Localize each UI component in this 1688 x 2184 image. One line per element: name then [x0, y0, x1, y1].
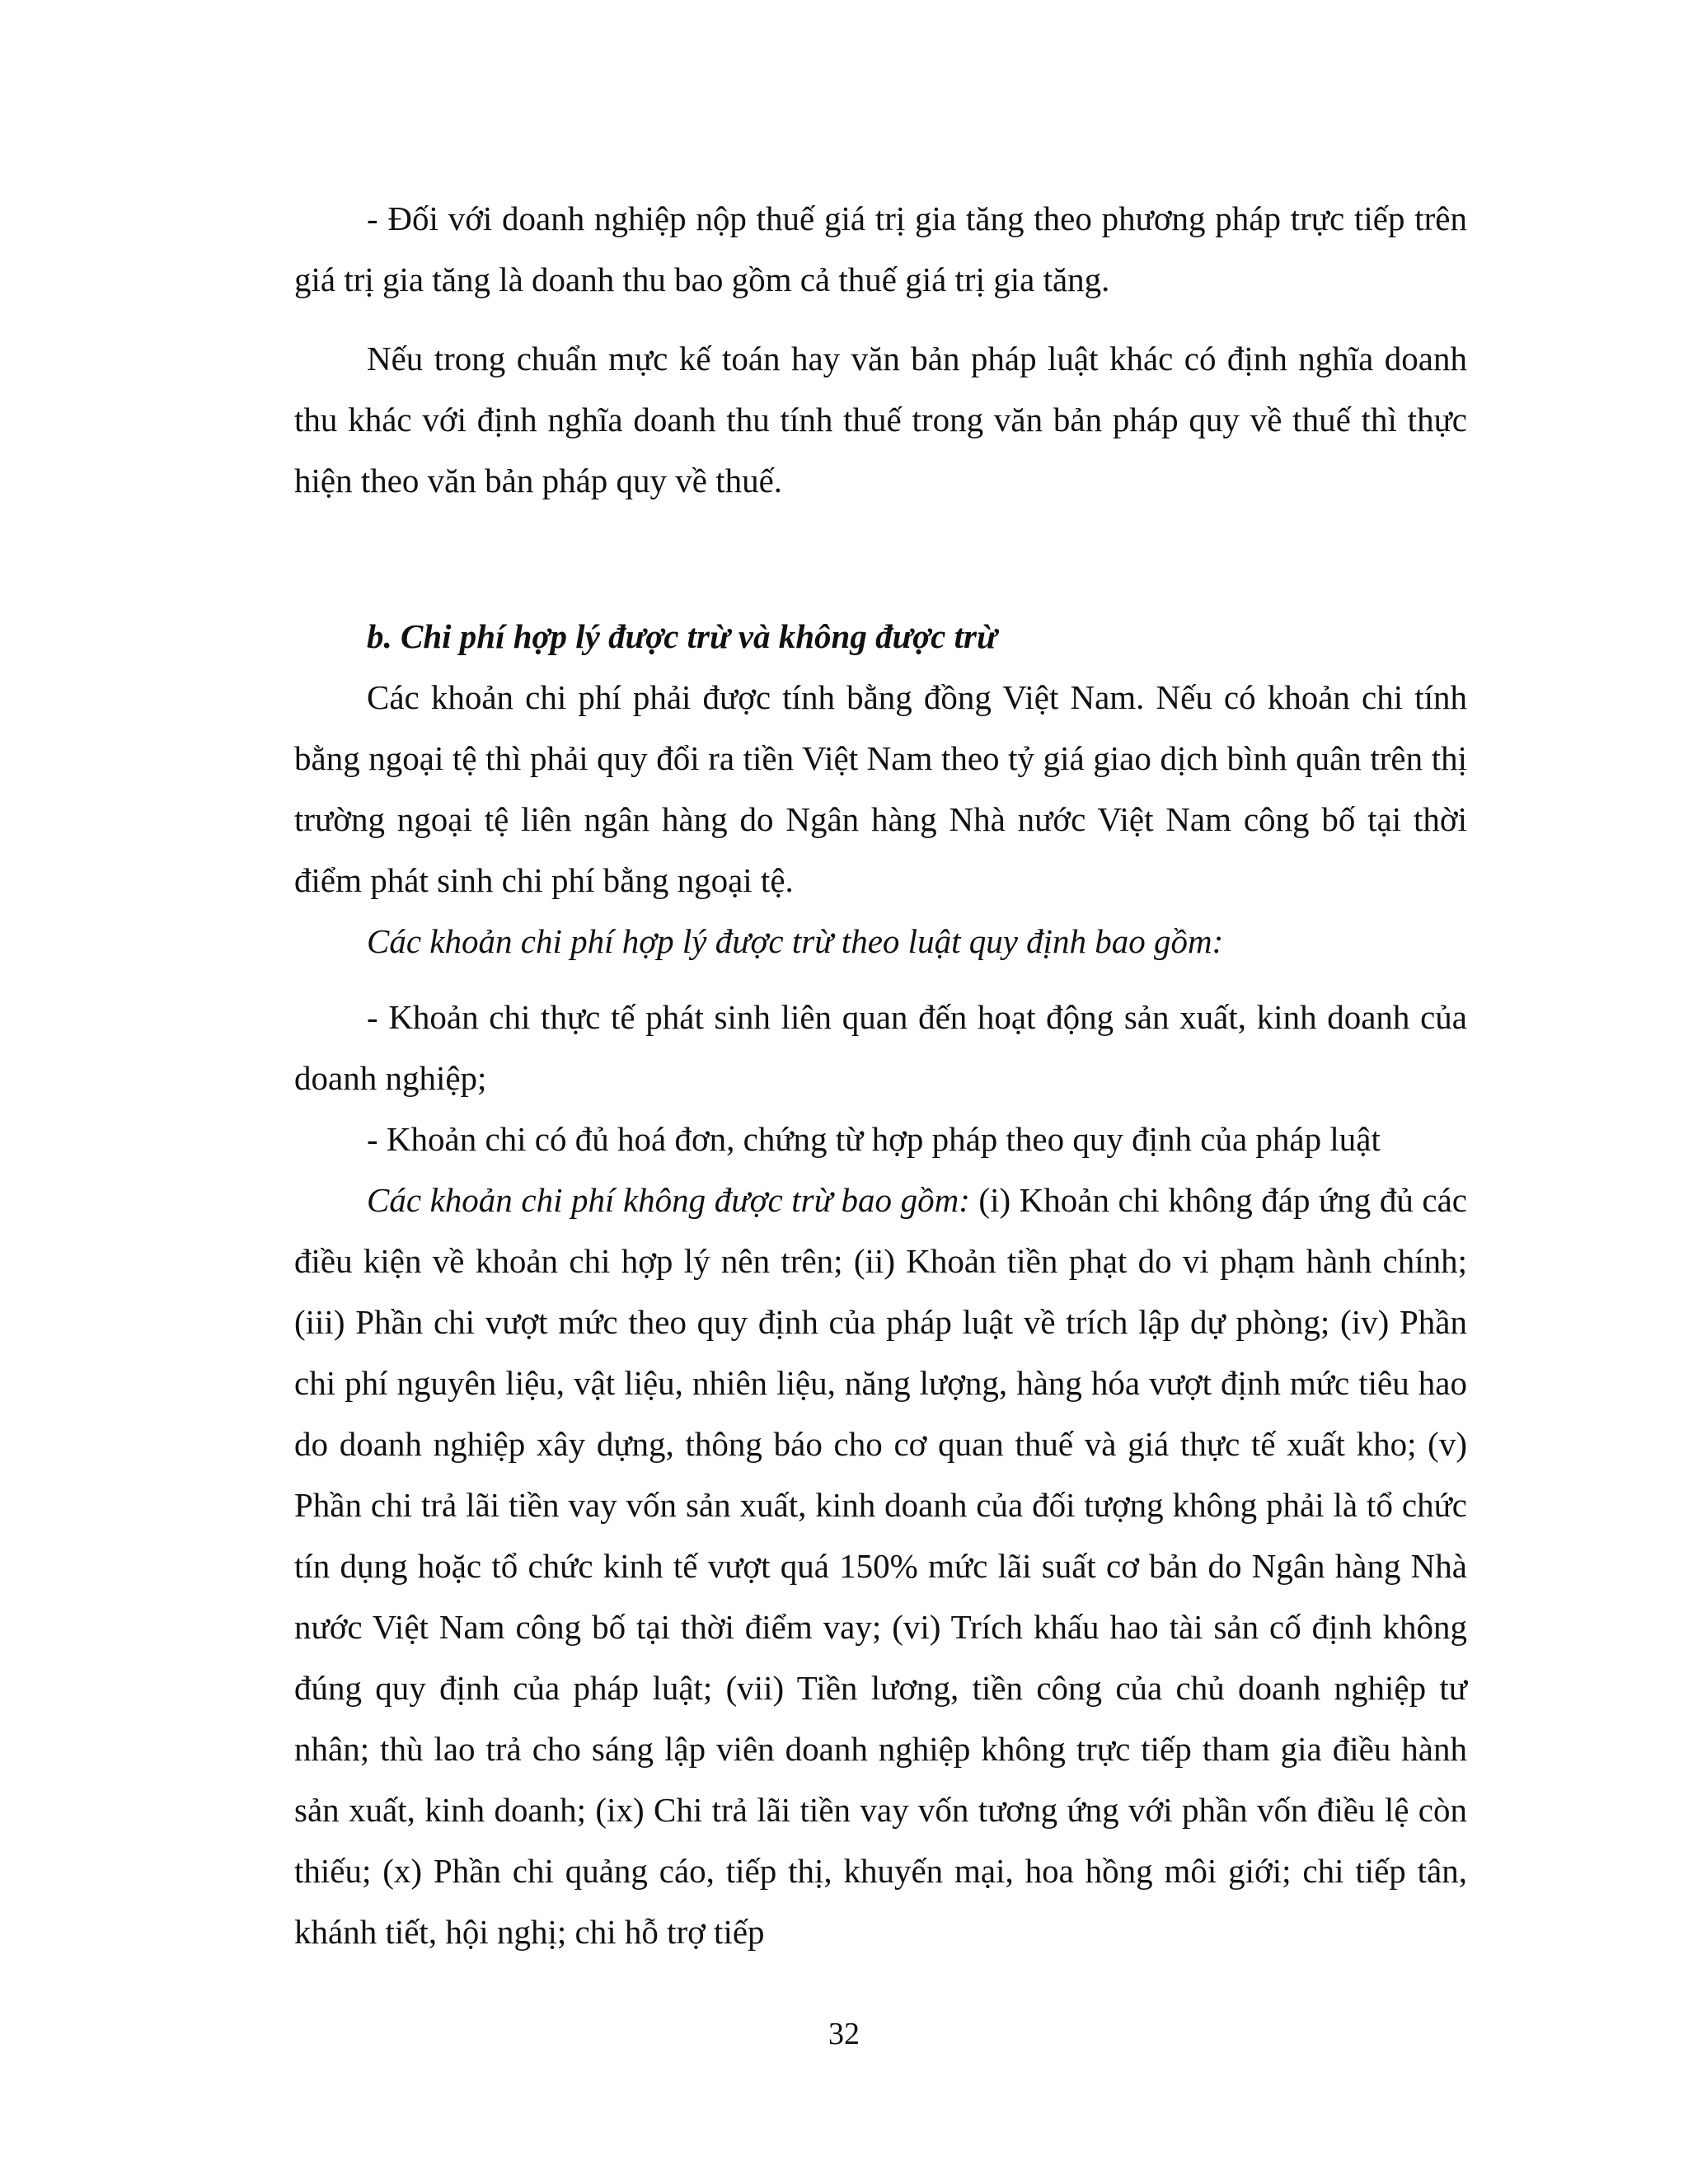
- list-item-valid-invoice: - Khoản chi có đủ hoá đơn, chứng từ hợp pháp theo quy định của pháp luật: [367, 1120, 1381, 1158]
- list-item-actual-expense: - Khoản chi thực tế phát sinh liên quan đến hoạt động sản xuất, kinh doanh của doanh nghiệp;: [294, 998, 1467, 1097]
- paragraph-direct-method-vat: - Đối với doanh nghiệp nộp thuế giá trị gia tăng theo phương pháp trực tiếp trên giá trị gia tăng là doanh thu bao gồm cả thuế giá trị gia tăng.: [294, 199, 1467, 298]
- non-deductible-body: (i) Khoản chi không đáp ứng đủ các điều kiện về khoản chi hợp lý nên trên; (ii) Khoản tiền phạt do vi phạm hành chính; (iii) Phần chi vượt mức theo quy định của pháp luật về trích lập dự phòng; (iv) Phần chi phí nguyên liệu, vật liệu, nhiên liệu, năng lượng, hàng hóa vượt định mức tiêu hao do doanh nghiệp xây dựng, thông báo cho cơ quan thuế và giá thực tế xuất kho; (v) Phần chi trả lãi tiền vay vốn sản xuất, kinh doanh của đối tượng không phải là tổ chức tín dụng hoặc tổ chức kinh tế vượt quá 150% mức lãi suất cơ bản do Ngân hàng Nhà nước Việt Nam công bố tại thời điểm vay; (vi) Trích khấu hao tài sản cố định không đúng quy định của pháp luật; (vii) Tiền lương, tiền công của chủ doanh nghiệp tư nhân; thù lao trả cho sáng lập viên doanh nghiệp không trực tiếp tham gia điều hành sản xuất, kinh doanh; (ix) Chi trả lãi tiền vay vốn tương ứng với phần vốn điều lệ còn thiếu; (x) Phần chi quảng cáo, tiếp thị, khuyến mại, hoa hồng môi giới; chi tiếp tân, khánh tiết, hội nghị; chi hỗ trợ tiếp: [294, 1181, 1467, 1951]
- non-deductible-lead: Các khoản chi phí không được trừ bao gồm:: [367, 1181, 970, 1219]
- paragraph-non-deductible: [294, 1169, 1467, 1962]
- page-body: [294, 188, 1467, 1962]
- paragraph-deductible-intro: Các khoản chi phí hợp lý được trừ theo luật quy định bao gồm:: [367, 922, 1224, 960]
- section-heading-b: b. Chi phí hợp lý được trừ và không được trừ: [367, 617, 997, 655]
- page-number: 32: [828, 2017, 860, 2051]
- paragraph-expenses-vnd: Các khoản chi phí phải được tính bằng đồng Việt Nam. Nếu có khoản chi tính bằng ngoại tệ thì phải quy đổi ra tiền Việt Nam theo tỷ giá giao dịch bình quân trên thị trường ngoại tệ liên ngân hàng do Ngân hàng Nhà nước Việt Nam công bố tại thời điểm phát sinh chi phí bằng ngoại tệ.: [294, 678, 1467, 899]
- paragraph-tax-regulation-priority: Nếu trong chuẩn mực kế toán hay văn bản pháp luật khác có định nghĩa doanh thu khác với định nghĩa doanh thu tính thuế trong văn bản pháp quy về thuế thì thực hiện theo văn bản pháp quy về thuế.: [294, 340, 1467, 499]
